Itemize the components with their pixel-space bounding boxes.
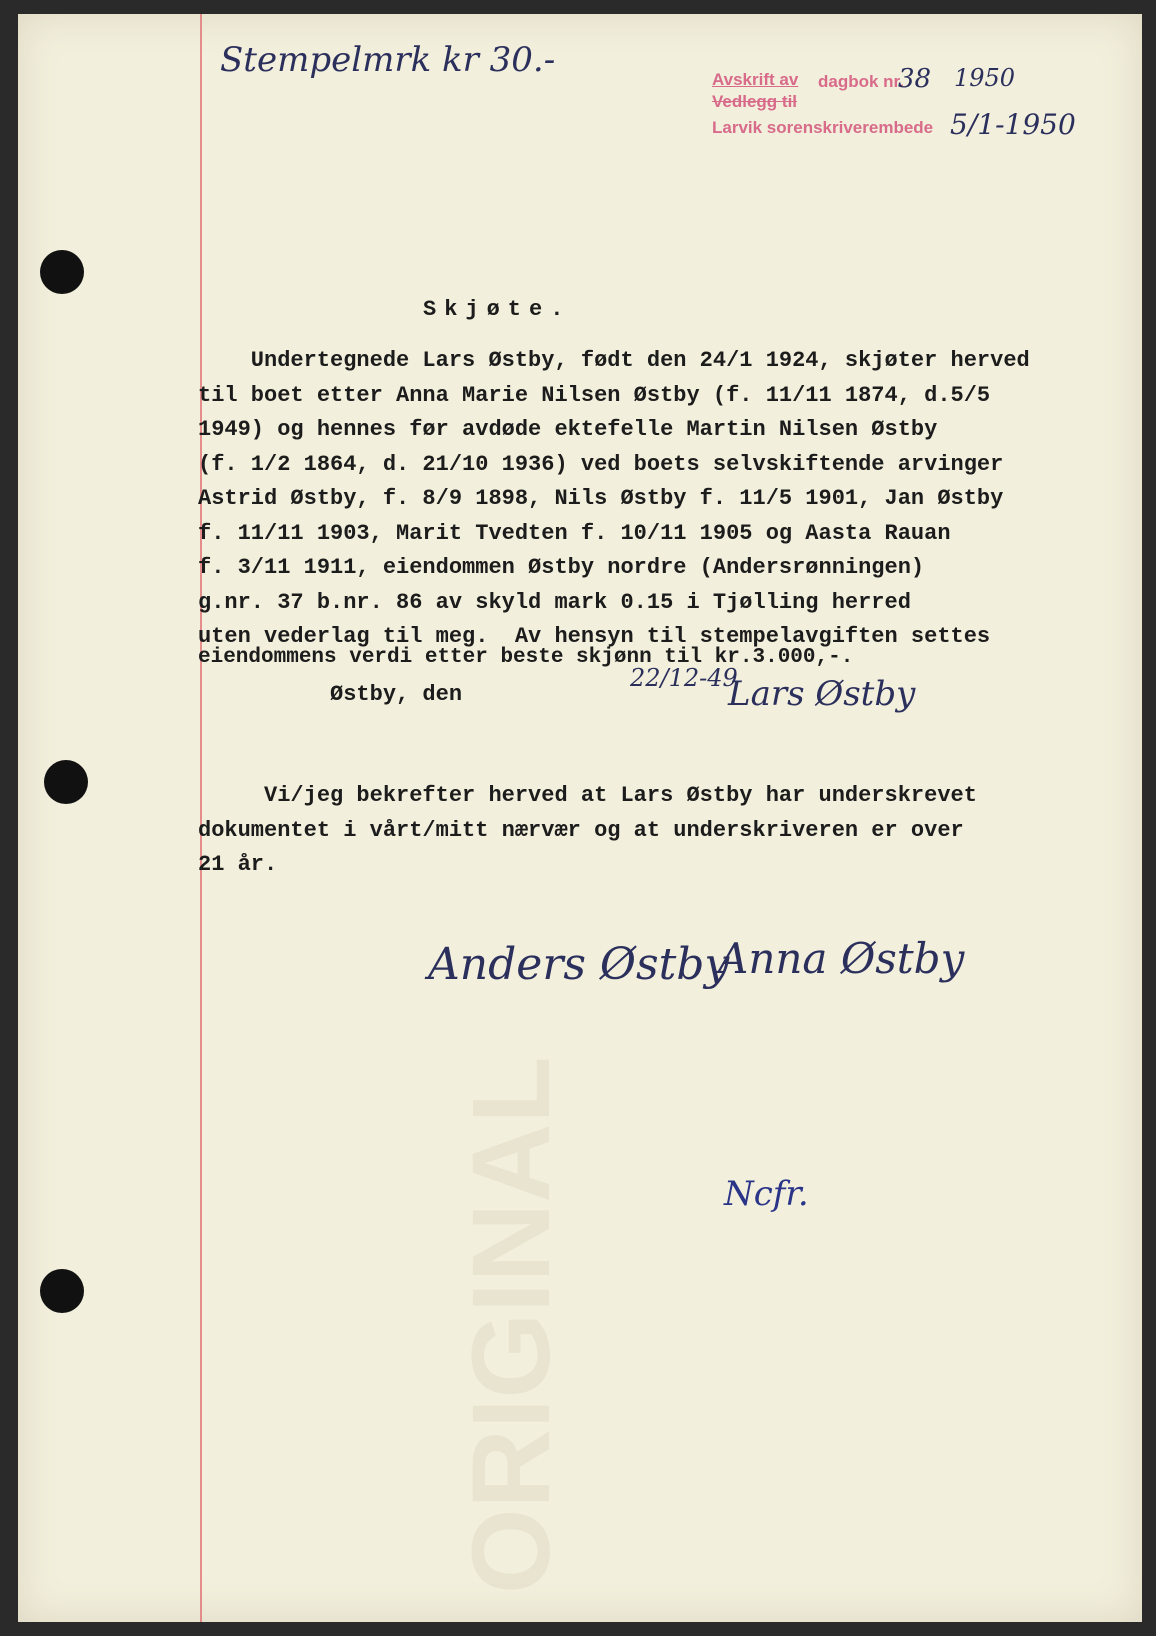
stamp-journal-year: 1950 <box>954 64 1016 92</box>
stamp-attachment-struck: Vedlegg til <box>712 92 798 111</box>
text-line: til boet etter Anna Marie Nilsen Østby (f. 11/11 1874, d.5/5 <box>198 382 991 408</box>
deed-paragraph <box>198 344 1030 655</box>
registrar-initials: Ncfr. <box>724 1174 809 1214</box>
text-line: uten vederlag til meg. Av hensyn til stempelavgiften settes <box>198 624 991 649</box>
text-line: dokumentet i vårt/mitt nærvær og at underskriveren er over <box>198 817 964 843</box>
text-line: Vi/jeg bekrefter herved at Lars Østby har underskrevet <box>198 783 977 808</box>
text-line: g.nr. 37 b.nr. 86 av skyld mark 0.15 i Tjølling herred <box>198 589 911 615</box>
document-page <box>18 14 1142 1622</box>
text-line: Astrid Østby, f. 8/9 1898, Nils Østby f. 11/5 1901, Jan Østby <box>198 486 1004 511</box>
witness-paragraph <box>198 779 977 883</box>
punch-hole-bottom <box>40 1269 84 1313</box>
stamp-journal-number: 38 <box>898 64 932 94</box>
text-line: 21 år. <box>198 852 278 877</box>
punch-hole-middle <box>44 760 88 804</box>
witness-signature-2: Anna Østby <box>718 934 965 983</box>
witness-signature-1: Anders Østby <box>428 939 730 990</box>
text-line: f. 3/11 1911, eiendommen Østby nordre (Andersrønningen) <box>198 555 925 580</box>
stamp-journal-label: dagbok nr. <box>818 72 904 91</box>
stamp-date: 5/1-1950 <box>950 108 1076 141</box>
place-date-label: Østby, den <box>198 682 463 707</box>
text-line: (f. 1/2 1864, d. 21/10 1936) ved boets selvskiftende arvinger <box>198 451 1004 477</box>
punch-hole-top <box>40 250 84 294</box>
grantor-signature: Lars Østby <box>728 674 916 714</box>
handwritten-date: 22/12-49 <box>630 664 738 692</box>
stamp-court-office: Larvik sorenskriverembede <box>712 118 934 137</box>
valuation-line: eiendommens verdi etter beste skjønn til kr.3.000,-. <box>198 646 854 669</box>
text-line: Undertegnede Lars Østby, født den 24/1 1924, skjøter herved <box>198 348 1030 373</box>
text-line: 1949) og hennes før avdøde ektefelle Martin Nilsen Østby <box>198 417 938 442</box>
handwritten-stamp-fee: Stempelmrk kr 30.- <box>220 40 556 80</box>
watermark: ORIGINAL <box>450 1056 573 1594</box>
stamp-copy-of: Avskrift av <box>712 70 799 89</box>
document-title: Skjøte. <box>423 297 572 322</box>
text-line: f. 11/11 1903, Marit Tvedten f. 10/11 1905 og Aasta Rauan <box>198 520 951 546</box>
